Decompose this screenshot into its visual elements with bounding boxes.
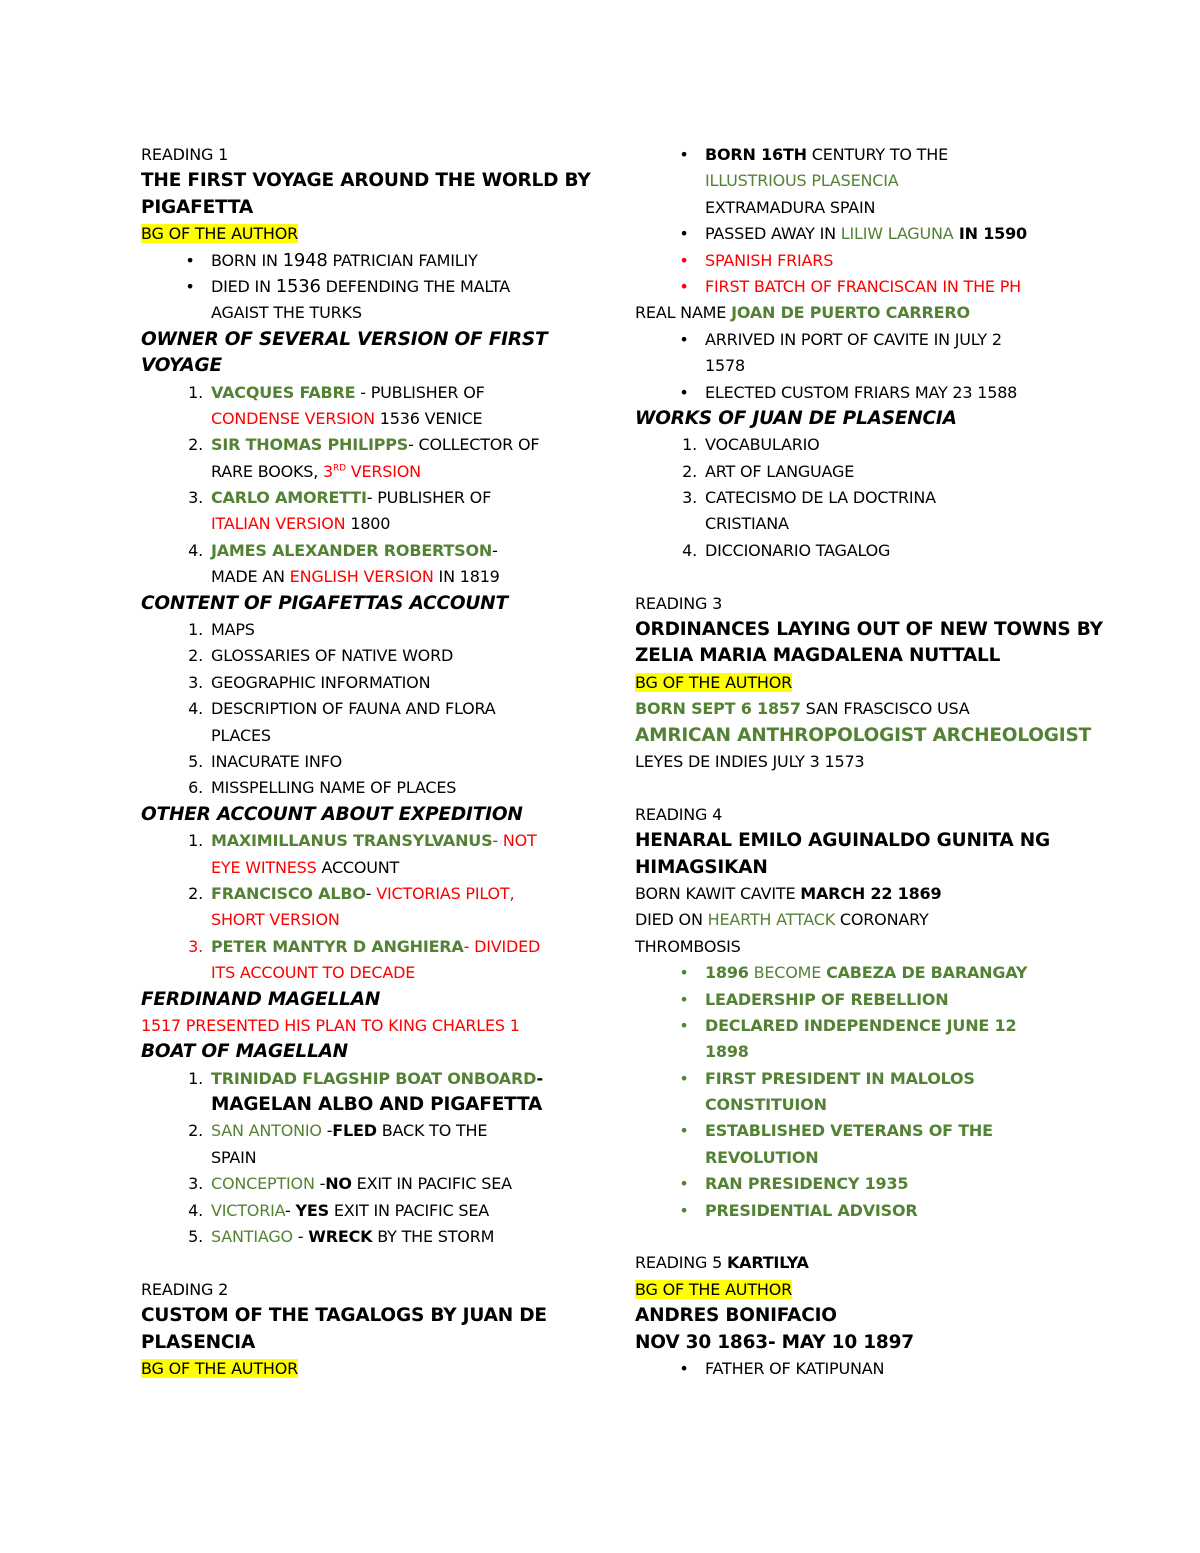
list-item: • BORN IN 1948 PATRICIAN FAMILIY bbox=[185, 249, 478, 271]
list-item: 4. DESCRIPTION OF FAUNA AND FLORA bbox=[188, 699, 496, 719]
list-item: • BORN 16TH CENTURY TO THE bbox=[679, 145, 949, 164]
list-item: • LEADERSHIP OF REBELLION bbox=[679, 989, 949, 1009]
list-item-cont: CONSTITUION bbox=[705, 1095, 827, 1115]
list-item-cont: ILLUSTRIOUS PLASENCIA bbox=[705, 171, 899, 191]
reading-2-title: CUSTOM OF THE TAGALOGS BY JUAN DE bbox=[141, 1305, 547, 1327]
list-item-cont: SPAIN bbox=[211, 1147, 257, 1167]
works-heading: WORKS OF JUAN DE PLASENCIA bbox=[635, 407, 957, 429]
list-item-cont: CRISTIANA bbox=[705, 514, 789, 534]
content-heading: CONTENT OF PIGAFETTAS ACCOUNT bbox=[141, 592, 508, 614]
r4-died: DIED ON HEARTH ATTACK CORONARY bbox=[635, 910, 929, 930]
list-item: 2. GLOSSARIES OF NATIVE WORD bbox=[188, 646, 454, 666]
list-item-cont: 1578 bbox=[705, 356, 745, 376]
reading-5-label: READING 5 KARTILYA bbox=[635, 1253, 809, 1273]
list-item-cont: MAGELAN ALBO AND PIGAFETTA bbox=[211, 1094, 543, 1116]
bg-author-heading: BG OF THE AUTHOR bbox=[635, 672, 793, 692]
boat-heading: BOAT OF MAGELLAN bbox=[141, 1041, 348, 1063]
right-column bbox=[635, 142, 1103, 1382]
real-name: REAL NAME JOAN DE PUERTO CARRERO bbox=[635, 303, 970, 323]
list-item: 2. SAN ANTONIO -FLED BACK TO THE bbox=[188, 1121, 488, 1141]
spacer bbox=[635, 1224, 1085, 1250]
reading-3-label: READING 3 bbox=[635, 593, 723, 613]
list-item: 4. DICCIONARIO TAGALOG bbox=[682, 540, 891, 560]
list-item-cont: AGAIST THE TURKS bbox=[211, 303, 362, 323]
list-item: • ARRIVED IN PORT OF CAVITE IN JULY 2 bbox=[679, 329, 1002, 349]
list-item: • FIRST PRESIDENT IN MALOLOS bbox=[679, 1068, 975, 1088]
list-item: • ELECTED CUSTOM FRIARS MAY 23 1588 bbox=[679, 382, 1018, 402]
list-item: 2. ART OF LANGUAGE bbox=[682, 461, 855, 481]
reading-4-title: HENARAL EMILO AGUINALDO GUNITA NG bbox=[635, 830, 1051, 852]
list-item-cont: SHORT VERSION bbox=[211, 910, 340, 930]
list-item: • DIED IN 1536 DEFENDING THE MALTA bbox=[185, 275, 510, 297]
reading-4-title-cont: HIMAGSIKAN bbox=[635, 856, 768, 878]
spacer bbox=[141, 1250, 581, 1276]
reading-4-label: READING 4 bbox=[635, 804, 723, 824]
list-item-cont: EXTRAMADURA SPAIN bbox=[705, 197, 876, 217]
reading-1-title: THE FIRST VOYAGE AROUND THE WORLD BY bbox=[141, 170, 591, 192]
list-item: • ESTABLISHED VETERANS OF THE bbox=[679, 1121, 993, 1141]
r4-born: BORN KAWIT CAVITE MARCH 22 1869 bbox=[635, 883, 942, 903]
left-column bbox=[141, 142, 591, 1382]
reading-1-title-cont: PIGAFETTA bbox=[141, 196, 253, 218]
list-item: 1. VOCABULARIO bbox=[682, 435, 820, 455]
owner-heading-cont: VOYAGE bbox=[141, 355, 222, 377]
r3-born: BORN SEPT 6 1857 SAN FRASCISCO USA bbox=[635, 699, 970, 719]
r4-died-cont: THROMBOSIS bbox=[635, 936, 741, 956]
list-item: 3. CARLO AMORETTI- PUBLISHER OF bbox=[188, 488, 492, 508]
list-item: 5. INACURATE INFO bbox=[188, 751, 343, 771]
bg-author-heading: BG OF THE AUTHOR bbox=[635, 1279, 793, 1299]
reading-2-label: READING 2 bbox=[141, 1279, 229, 1299]
list-item: 1. VACQUES FABRE - PUBLISHER OF bbox=[188, 382, 485, 402]
list-item-cont: ITALIAN VERSION 1800 bbox=[211, 514, 391, 534]
list-item-cont: REVOLUTION bbox=[705, 1147, 819, 1167]
r5-author-name: ANDRES BONIFACIO bbox=[635, 1305, 837, 1327]
list-item: • FATHER OF KATIPUNAN bbox=[679, 1358, 885, 1378]
list-item-cont: RARE BOOKS, 3RD VERSION bbox=[211, 461, 421, 481]
list-item: 6. MISSPELLING NAME OF PLACES bbox=[188, 778, 457, 798]
list-item-cont: CONDENSE VERSION 1536 VENICE bbox=[211, 408, 483, 428]
list-item: 1. TRINIDAD FLAGSHIP BOAT ONBOARD- bbox=[188, 1068, 543, 1088]
list-item: 3. GEOGRAPHIC INFORMATION bbox=[188, 672, 431, 692]
spacer bbox=[635, 775, 1085, 801]
other-account-heading: OTHER ACCOUNT ABOUT EXPEDITION bbox=[141, 803, 523, 825]
magellan-plan: 1517 PRESENTED HIS PLAN TO KING CHARLES 1 bbox=[141, 1015, 520, 1035]
list-item: 4. JAMES ALEXANDER ROBERTSON- bbox=[188, 540, 498, 560]
reading-1-label: READING 1 bbox=[141, 145, 229, 164]
list-item: 4. VICTORIA- YES EXIT IN PACIFIC SEA bbox=[188, 1200, 490, 1220]
bg-author-heading: BG OF THE AUTHOR bbox=[141, 1358, 299, 1378]
reading-2-title-cont: PLASENCIA bbox=[141, 1331, 256, 1353]
magellan-heading: FERDINAND MAGELLAN bbox=[141, 988, 381, 1010]
spacer bbox=[635, 564, 1085, 590]
list-item: • FIRST BATCH OF FRANCISCAN IN THE PH bbox=[679, 276, 1022, 296]
owner-heading: OWNER OF SEVERAL VERSION OF FIRST bbox=[141, 328, 548, 350]
r3-profession: AMRICAN ANTHROPOLOGIST ARCHEOLOGIST bbox=[635, 724, 1091, 746]
list-item-cont: EYE WITNESS ACCOUNT bbox=[211, 857, 400, 877]
list-item-cont: 1898 bbox=[705, 1042, 749, 1062]
list-item: 3. CONCEPTION -NO EXIT IN PACIFIC SEA bbox=[188, 1174, 512, 1194]
list-item: • PRESIDENTIAL ADVISOR bbox=[679, 1200, 918, 1220]
list-item: 2. SIR THOMAS PHILIPPS- COLLECTOR OF bbox=[188, 435, 540, 455]
list-item: 1. MAXIMILLANUS TRANSYLVANUS- NOT bbox=[188, 831, 537, 851]
list-item: • SPANISH FRIARS bbox=[679, 250, 834, 270]
list-item-cont: PLACES bbox=[211, 725, 271, 745]
list-item: 2. FRANCISCO ALBO- VICTORIAS PILOT, bbox=[188, 883, 515, 903]
list-item: • PASSED AWAY IN LILIW LAGUNA IN 1590 bbox=[679, 224, 1027, 244]
r5-dates: NOV 30 1863- MAY 10 1897 bbox=[635, 1331, 914, 1353]
reading-3-title: ORDINANCES LAYING OUT OF NEW TOWNS BY bbox=[635, 619, 1103, 641]
r3-leyes: LEYES DE INDIES JULY 3 1573 bbox=[635, 751, 865, 771]
list-item-cont: ITS ACCOUNT TO DECADE bbox=[211, 963, 416, 983]
list-item: 5. SANTIAGO - WRECK BY THE STORM bbox=[188, 1227, 495, 1247]
list-item: 3. PETER MANTYR D ANGHIERA- DIVIDED bbox=[188, 936, 541, 956]
list-item: • 1896 BECOME CABEZA DE BARANGAY bbox=[679, 963, 1028, 983]
reading-3-title-cont: ZELIA MARIA MAGDALENA NUTTALL bbox=[635, 645, 1001, 667]
list-item: 1. MAPS bbox=[188, 620, 255, 640]
list-item: 3. CATECISMO DE LA DOCTRINA bbox=[682, 488, 936, 508]
list-item-cont: MADE AN ENGLISH VERSION IN 1819 bbox=[211, 567, 500, 587]
list-item: • RAN PRESIDENCY 1935 bbox=[679, 1174, 909, 1194]
list-item: • DECLARED INDEPENDENCE JUNE 12 bbox=[679, 1015, 1017, 1035]
bg-author-heading: BG OF THE AUTHOR bbox=[141, 224, 299, 244]
